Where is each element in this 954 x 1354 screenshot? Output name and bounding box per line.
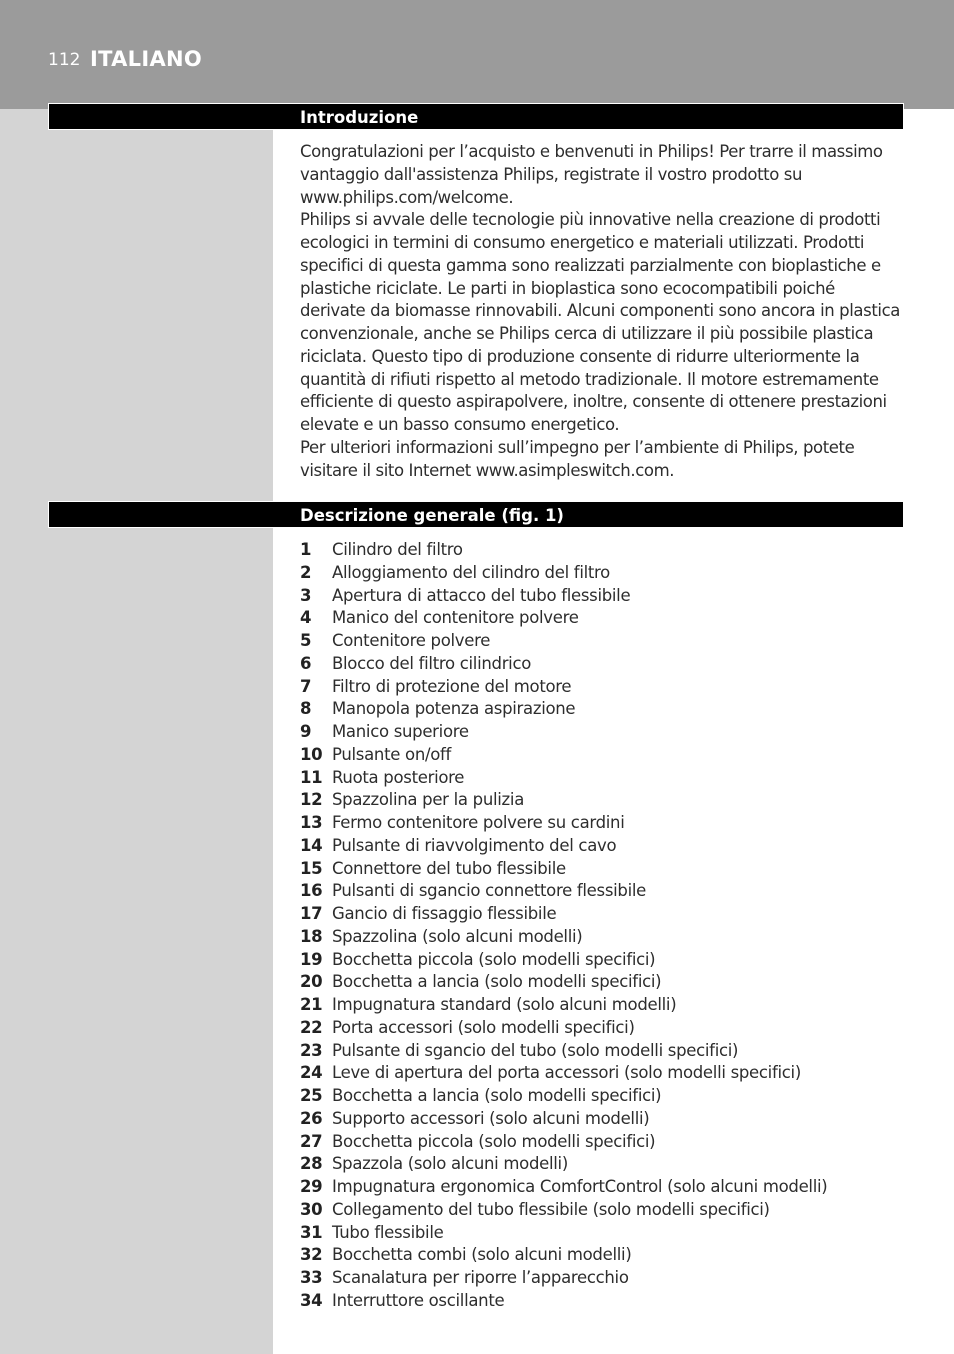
item-number: 7 [300, 676, 312, 696]
item-number: 3 [300, 585, 312, 605]
item-number: 32 [300, 1245, 323, 1265]
item-number: 25 [300, 1086, 323, 1105]
list-item [300, 812, 827, 835]
item-number: 14 [300, 835, 323, 855]
item-label: Pulsante di riavvolgimento del cavo [332, 835, 617, 855]
item-number: 2 [300, 562, 312, 582]
item-number: 19 [300, 949, 323, 969]
list-item [300, 1131, 827, 1154]
item-label: Connettore del tubo flessibile [332, 858, 566, 878]
item-label: Bocchetta a lancia (solo modelli specifici) [332, 972, 662, 992]
list-item [300, 1153, 827, 1176]
item-number: 15 [300, 858, 323, 878]
list-item [300, 1040, 827, 1063]
item-label: Impugnatura standard (solo alcuni modelli) [332, 995, 677, 1014]
item-number: 13 [300, 813, 323, 832]
list-item [300, 949, 827, 972]
list-item [300, 1244, 827, 1267]
item-number: 30 [300, 1199, 323, 1219]
item-label: Manico del contenitore polvere [332, 608, 579, 628]
item-number: 33 [300, 1268, 323, 1287]
section-bar-introduction [48, 103, 904, 130]
item-number: 28 [300, 1154, 323, 1174]
item-label: Bocchetta a lancia (solo modelli specifici) [332, 1086, 662, 1105]
item-label: Interruttore oscillante [332, 1290, 505, 1310]
item-number: 21 [300, 995, 323, 1014]
item-label: Pulsante di sgancio del tubo (solo modelli specifici) [332, 1040, 739, 1060]
item-label: Ruota posteriore [332, 767, 465, 787]
list-item [300, 653, 827, 676]
item-label: Impugnatura ergonomica ComfortControl (solo alcuni modelli) [332, 1177, 828, 1196]
item-label: Fermo contenitore polvere su cardini [332, 813, 625, 832]
item-number: 17 [300, 904, 323, 923]
item-number: 10 [300, 744, 323, 764]
item-number: 4 [300, 608, 312, 628]
item-label: Spazzolina per la pulizia [332, 790, 525, 810]
item-number: 5 [300, 631, 312, 650]
item-number: 29 [300, 1177, 323, 1196]
item-label: Tubo flessibile [332, 1222, 444, 1242]
item-label: Contenitore polvere [332, 631, 491, 650]
item-label: Apertura di attacco del tubo flessibile [332, 585, 631, 605]
list-item [300, 744, 827, 767]
parts-list [300, 539, 827, 1313]
intro-text [300, 141, 904, 482]
intro-paragraph: Per ulteriori informazioni sull’impegno per l’ambiente di Philips, potete visitare il sito Internet www.asimpleswitch.com. [300, 437, 855, 480]
list-item [300, 1085, 827, 1108]
list-item [300, 562, 827, 585]
list-item [300, 994, 827, 1017]
list-item [300, 789, 827, 812]
list-item [300, 858, 827, 881]
item-number: 18 [300, 926, 323, 946]
list-item [300, 835, 827, 858]
list-item [300, 676, 827, 699]
left-margin-column [0, 109, 273, 1354]
item-number: 26 [300, 1108, 323, 1128]
item-label: Blocco del filtro cilindrico [332, 653, 532, 673]
item-number: 6 [300, 653, 312, 673]
item-label: Filtro di protezione del motore [332, 676, 572, 696]
item-label: Porta accessori (solo modelli specifici) [332, 1017, 635, 1037]
item-number: 1 [300, 540, 312, 559]
item-label: Bocchetta piccola (solo modelli specifici) [332, 949, 656, 969]
intro-paragraph: Philips si avvale delle tecnologie più innovative nella creazione di prodotti ecologici in termini di consumo energetico e materiali utilizzati. Prodotti specifici di questa gamma sono realizzati parzialmente con bioplastiche e plastiche riciclate. Le parti in bioplastica sono ecocompatibili poiché derivate da biomasse rinnovabili. Alcuni componenti sono ancora in plastica convenzionale, anche se Philips cerca di utilizzare il più possibile plastica riciclata. Questo tipo di produzione consente di ridurre ulteriormente la quantità di rifiuti rispetto al metodo tradizionale. Il motore estremamente efficiente di questo aspirapolvere, inoltre, consente di ottenere prestazioni elevate e un basso consumo energetico. [300, 210, 900, 434]
list-item [300, 1290, 827, 1313]
item-label: Cilindro del filtro [332, 540, 463, 559]
item-number: 24 [300, 1063, 323, 1083]
item-label: Scanalatura per riporre l’apparecchio [332, 1268, 629, 1287]
list-item [300, 607, 827, 630]
list-item [300, 1267, 827, 1290]
item-number: 22 [300, 1017, 323, 1037]
section-title: Introduzione [300, 108, 419, 127]
item-label: Alloggiamento del cilindro del filtro [332, 562, 610, 582]
list-item [300, 1199, 827, 1222]
list-item [300, 630, 827, 653]
list-item [300, 1017, 827, 1040]
item-number: 27 [300, 1131, 323, 1151]
item-label: Leve di apertura del porta accessori (solo modelli specifici) [332, 1063, 801, 1083]
list-item [300, 721, 827, 744]
item-number: 20 [300, 972, 323, 992]
list-item [300, 926, 827, 949]
item-label: Supporto accessori (solo alcuni modelli) [332, 1108, 650, 1128]
item-label: Pulsante on/off [332, 744, 452, 764]
list-item [300, 903, 827, 926]
item-number: 11 [300, 767, 323, 787]
item-label: Manopola potenza aspirazione [332, 699, 576, 719]
list-item [300, 1222, 827, 1245]
item-number: 9 [300, 722, 312, 741]
list-item [300, 585, 827, 608]
list-item [300, 1176, 827, 1199]
section-bar-overview [48, 501, 904, 528]
intro-paragraph: Congratulazioni per l’acquisto e benvenuti in Philips! Per trarre il massimo vantaggio dall'assistenza Philips, registrate il vostro prodotto su www.philips.com/welcome. [300, 142, 883, 207]
item-label: Bocchetta piccola (solo modelli specifici) [332, 1131, 656, 1151]
list-item [300, 767, 827, 790]
section-title: Descrizione generale (fig. 1) [300, 506, 564, 525]
list-item [300, 539, 827, 562]
item-label: Spazzola (solo alcuni modelli) [332, 1154, 568, 1174]
item-number: 8 [300, 699, 312, 719]
item-number: 16 [300, 881, 323, 901]
list-item [300, 880, 827, 903]
item-number: 34 [300, 1290, 323, 1310]
item-label: Bocchetta combi (solo alcuni modelli) [332, 1245, 632, 1265]
list-item [300, 1062, 827, 1085]
list-item [300, 1108, 827, 1131]
item-label: Collegamento del tubo flessibile (solo modelli specifici) [332, 1199, 770, 1219]
language-title: ITALIANO [90, 47, 203, 71]
page-number: 112 [48, 50, 81, 70]
list-item [300, 698, 827, 721]
list-item [300, 971, 827, 994]
item-number: 31 [300, 1222, 323, 1242]
item-label: Gancio di fissaggio flessibile [332, 904, 557, 923]
item-label: Manico superiore [332, 722, 469, 741]
item-label: Spazzolina (solo alcuni modelli) [332, 926, 583, 946]
item-label: Pulsanti di sgancio connettore flessibile [332, 881, 647, 901]
item-number: 12 [300, 790, 323, 810]
item-number: 23 [300, 1040, 323, 1060]
